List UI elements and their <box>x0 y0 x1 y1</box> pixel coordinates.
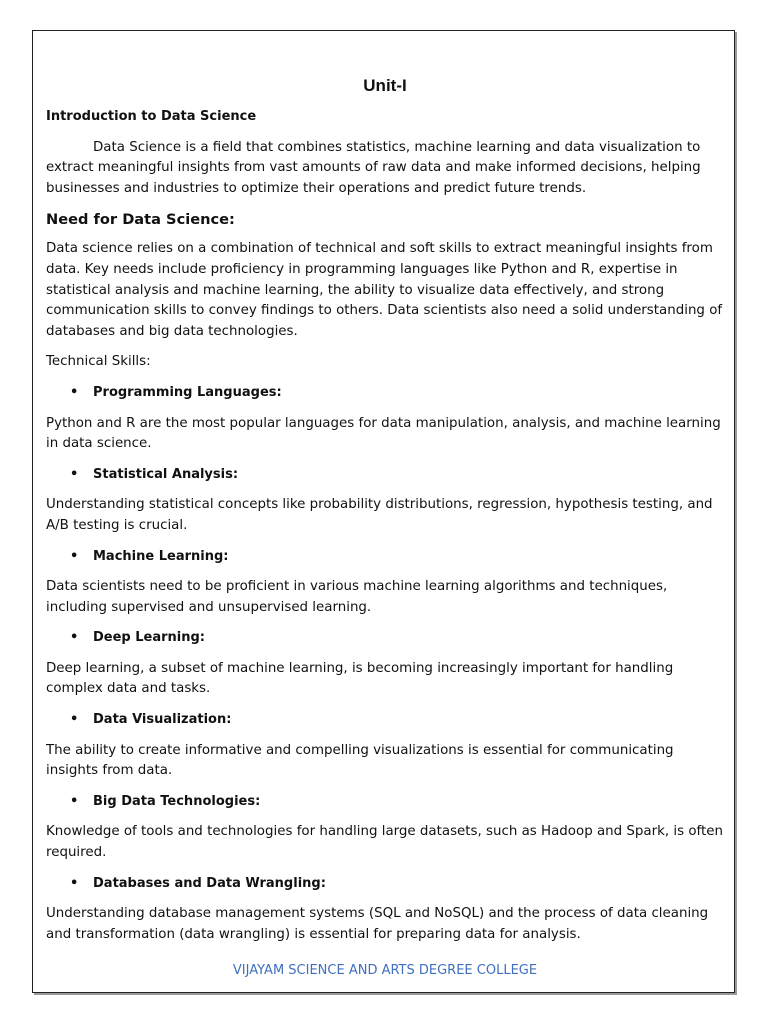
skill-description-databases: Understanding database management systems (SQL and NoSQL) and the process of data cleaning and transformation (data wrangling) is essential for preparing data for analysis. <box>46 906 709 942</box>
skill-description-data-visualization: The ability to create informative and compelling visualizations is essential for communicating insights from data. <box>46 742 674 779</box>
bullet-icon: • <box>70 548 79 564</box>
skill-title-text: Data Visualization: <box>93 712 232 728</box>
skill-title-text: Programming Languages: <box>93 384 282 400</box>
bullet-icon: • <box>70 875 79 891</box>
skill-title-machine-learning <box>46 547 724 568</box>
skill-title-text: Machine Learning: <box>93 548 229 564</box>
skill-title-deep-learning <box>46 628 724 649</box>
skill-title-programming <box>46 383 724 404</box>
college-footer: VIJAYAM SCIENCE AND ARTS DEGREE COLLEGE <box>232 963 538 979</box>
skill-title-text: Big Data Technologies: <box>93 793 261 809</box>
skill-title-data-visualization <box>46 710 724 731</box>
need-paragraph: Data science relies on a combination of technical and soft skills to extract meaningful insights from data. Key needs include proficiency in programming languages like Python and R, expertise in statistical analysis and machine learning, the ability to visualize data effectively, and strong communication skills to convey findings to others. Data scientists also need a solid understanding of databases and big data technologies. <box>46 241 723 339</box>
skill-title-text: Databases and Data Wrangling: <box>93 875 326 891</box>
bullet-icon: • <box>70 793 79 809</box>
intro-paragraph: Data Science is a field that combines statistics, machine learning and data visualization to extract meaningful insights from vast amounts of raw data and make informed decisions, helping businesses and industries to optimize their operations and predict future trends. <box>46 139 701 196</box>
bullet-icon: • <box>70 466 79 482</box>
skill-title-statistics <box>46 465 724 486</box>
skill-description-programming: Python and R are the most popular languages for data manipulation, analysis, and machine learning in data science. <box>46 415 721 452</box>
skill-description-statistics: Understanding statistical concepts like probability distributions, regression, hypothesis testing, and A/B testing is crucial. <box>46 497 713 533</box>
bullet-icon: • <box>70 630 79 646</box>
skill-description-deep-learning: Deep learning, a subset of machine learning, is becoming increasingly important for handling complex data and tasks. <box>46 660 674 697</box>
skill-title-text: Deep Learning: <box>93 630 206 646</box>
document-body <box>46 74 724 982</box>
bullet-icon: • <box>70 712 79 728</box>
skills-list <box>46 383 724 945</box>
skill-title-databases <box>46 874 724 895</box>
need-heading: Need for Data Science: <box>46 211 235 229</box>
skill-title-text: Statistical Analysis: <box>93 466 239 482</box>
skill-description-big-data: Knowledge of tools and technologies for handling large datasets, such as Hadoop and Spark, is often required. <box>46 824 723 861</box>
skill-title-big-data <box>46 792 724 813</box>
bullet-icon: • <box>70 384 79 400</box>
unit-title: Unit-I <box>363 76 407 95</box>
intro-heading: Introduction to Data Science <box>46 109 257 124</box>
technical-skills-label: Technical Skills: <box>46 354 151 370</box>
skill-description-machine-learning: Data scientists need to be proficient in various machine learning algorithms and techniques, including supervised and unsupervised learning. <box>46 579 668 615</box>
